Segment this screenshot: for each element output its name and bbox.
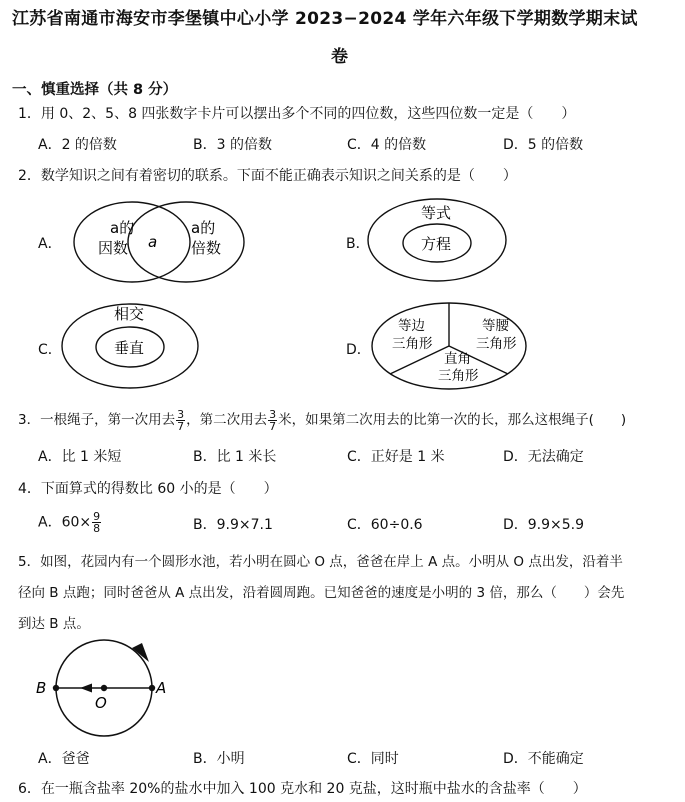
q3-option-b: B．比 1 米长: [193, 449, 277, 465]
q3-fraction-1: $\frac{3}{7}$: [177, 407, 185, 433]
c-outer-text: 相交: [114, 305, 145, 323]
q2-option-c-label: C．: [38, 342, 62, 358]
question-1-stem: 1．用 0、2、5、8 四张数字卡片可以摆出多个不同的四位数，这些四位数一定是（ ）: [18, 106, 576, 122]
question-5-line-2: 径向 B 点跑；同时爸爸从 A 点出发，沿着圆周跑。已知爸爸的速度是小明的 3 倍，那么（ ）会先: [18, 585, 625, 601]
q1-option-d: D．5 的倍数: [503, 137, 584, 153]
q2-triangle-classification-diagram: [370, 300, 530, 392]
question-5-line-1: 5．如图，花园内有一个圆形水池，若小明在圆心 O 点，爸爸在岸上 A 点。小明从 O 点出发，沿着半: [18, 554, 623, 570]
venn-left-text-1: a的: [110, 219, 135, 237]
point-a: [149, 685, 155, 691]
point-b: [53, 685, 59, 691]
q4-option-b: B．9.9×7.1: [193, 517, 273, 533]
exam-title-line2: 卷: [331, 47, 349, 67]
q4-option-c: C．60÷0.6: [347, 517, 423, 533]
q4-option-d: D．9.9×5.9: [503, 517, 585, 533]
q2-nested-diagram-c: [60, 300, 210, 392]
b-inner-text: 方程: [421, 235, 452, 253]
b-outer-text: 等式: [421, 204, 452, 222]
venn-left-circle: [74, 202, 190, 282]
q2-option-a-label: A．: [38, 236, 62, 252]
venn-right-text-2: 倍数: [191, 239, 222, 257]
d-left-text-1: 等边: [398, 318, 425, 334]
exam-title-line1: 江苏省南通市海安市李堡镇中心小学 2023−2024 学年六年级下学期数学期末试: [12, 9, 638, 29]
q3-text-2: ，第二次用去: [186, 412, 268, 428]
q3-text-3: 米，如果第二次用去的比第一次的长，那么这根绳子( ): [278, 412, 627, 428]
section-header: 一、慎重选择（共 8 分）: [12, 82, 178, 98]
q1-option-a: A．2 的倍数: [38, 137, 117, 153]
c-inner-text: 垂直: [114, 339, 145, 357]
label-a: A: [156, 679, 167, 697]
q3-option-c: C．正好是 1 米: [347, 449, 445, 465]
q5-option-a: A．爸爸: [38, 751, 90, 767]
question-5-line-3: 到达 B 点。: [18, 616, 90, 632]
d-bottom-text-1: 直角: [444, 351, 471, 367]
d-right-text-2: 三角形: [476, 336, 517, 352]
q2-venn-diagram: [60, 195, 260, 285]
label-o: O: [95, 694, 107, 712]
q3-option-a: A．比 1 米短: [38, 449, 122, 465]
q1-option-b: B．3 的倍数: [193, 137, 272, 153]
q3-text-1: 3．一根绳子，第一次用去: [18, 412, 176, 428]
venn-middle-text: a: [148, 233, 158, 251]
q5-option-d: D．不能确定: [503, 751, 584, 767]
q5-option-b: B．小明: [193, 751, 245, 767]
q3-fraction-2: $\frac{3}{7}$: [269, 407, 277, 433]
q2-option-d-label: D．: [346, 342, 371, 358]
d-left-text-2: 三角形: [392, 336, 433, 352]
q5-circle-diagram: [30, 634, 180, 744]
arrow-curved-icon: [132, 643, 149, 662]
d-bottom-text-2: 三角形: [438, 368, 479, 384]
q1-option-c: C．4 的倍数: [347, 137, 427, 153]
q3-option-d: D．无法确定: [503, 449, 584, 465]
question-3-stem: [18, 408, 626, 432]
arrow-left-icon: [80, 684, 92, 693]
venn-right-circle: [128, 202, 244, 282]
point-o: [101, 685, 107, 691]
label-b: B: [36, 679, 47, 697]
question-2-stem: 2．数学知识之间有着密切的联系。下面不能正确表示知识之间关系的是（ ）: [18, 168, 517, 184]
venn-left-text-2: 因数: [98, 239, 129, 257]
venn-right-text-1: a的: [191, 219, 216, 237]
q2-option-b-label: B．: [346, 236, 370, 252]
q4-option-a: A．60× $\frac{9}{8}$: [38, 510, 101, 535]
d-right-text-1: 等腰: [482, 318, 509, 334]
q5-option-c: C．同时: [347, 751, 399, 767]
q4-fraction: $\frac{9}{8}$: [93, 510, 101, 535]
question-4-stem: 4．下面算式的得数比 60 小的是（ ）: [18, 481, 278, 497]
question-6-stem: 6．在一瓶含盐率 20%的盐水中加入 100 克水和 20 克盐，这时瓶中盐水的含盐率（ ）: [18, 781, 587, 797]
q2-nested-diagram-b: [366, 195, 516, 285]
